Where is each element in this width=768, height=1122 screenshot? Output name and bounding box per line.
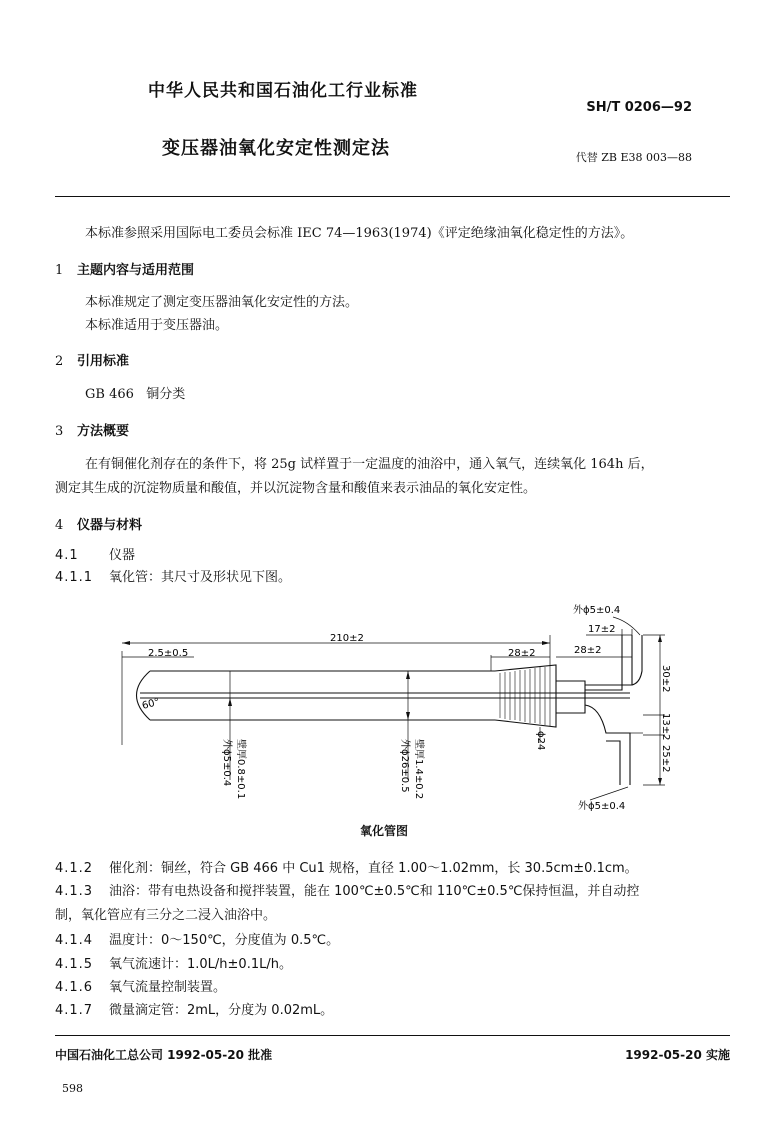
dim-outer-top: 外ϕ5±0.4 <box>573 605 621 616</box>
top-outer-arm <box>632 635 642 685</box>
big-tube-diameter: 外ϕ26±0.5 <box>399 739 410 793</box>
section-4-heading <box>55 514 142 533</box>
dim-28-b: 28±2 <box>574 645 602 656</box>
top-arm-inner <box>585 661 632 690</box>
clause-text: 温度计：0～150℃，分度值为 0.5℃。 <box>109 933 340 948</box>
clause-text: 氧气流量控制装置。 <box>109 980 227 995</box>
clause-4-1-4 <box>55 930 339 951</box>
section-1-para-1: 本标准规定了测定变压器油氧化安定性的方法。 <box>85 295 359 310</box>
bottom-arm <box>585 705 630 785</box>
dim-outer-bottom: 外ϕ5±0.4 <box>578 801 626 812</box>
document-title: 变压器油氧化安定性测定法 <box>162 138 390 159</box>
clause-4-1-6 <box>55 977 226 998</box>
section-number: 1 <box>55 263 64 278</box>
section-2-heading <box>55 350 129 369</box>
dim-30: 30±2 <box>660 665 671 693</box>
reference-code: GB 466 <box>85 387 134 402</box>
clause-number: 4.1.3 <box>55 884 94 899</box>
dim-2-5: 2.5±0.5 <box>148 648 189 659</box>
joint-hatching <box>500 666 550 726</box>
dim-28-a: 28±2 <box>508 648 536 659</box>
clause-text: 催化剂：铜丝，符合 GB 466 中 Cu1 规格，直径 1.00～1.02mm，长 30.5cm±0.1cm。 <box>109 861 638 876</box>
reference-name: 铜分类 <box>146 387 186 402</box>
head-neck <box>556 681 585 713</box>
dim-210: 210±2 <box>330 633 364 644</box>
clause-number: 4.1.4 <box>55 933 94 948</box>
section-3-line-1: 在有铜催化剂存在的条件下，将 25g 试样置于一定温度的油浴中，通入氧气，连续氧化 164h 后， <box>85 457 654 472</box>
clause-text: 油浴：带有电热设备和搅拌装置，能在 100℃±0.5℃和 110℃±0.5℃保持恒温，并自动控 <box>109 884 640 899</box>
tube-outer-wall <box>150 671 495 720</box>
tube-rounded-bottom <box>137 671 151 720</box>
footer-rule <box>55 1035 730 1036</box>
section-1-heading <box>55 259 194 278</box>
dim-13: 13±2 <box>660 713 671 741</box>
section-title: 引用标准 <box>77 354 130 369</box>
dim-17: 17±2 <box>588 624 616 635</box>
clause-4-1-1 <box>55 567 291 588</box>
clause-4-1 <box>55 545 135 566</box>
clause-number: 4.1.2 <box>55 861 94 876</box>
small-tube-wall: 壁厚0.8±0.1 <box>235 739 246 800</box>
section-title: 主题内容与适用范围 <box>77 263 195 278</box>
clause-text: 氧化管：其尺寸及形状见下图。 <box>109 570 292 585</box>
approval-line: 中国石油化工总公司 1992-05-20 批准 <box>55 1048 273 1062</box>
small-tube-diameter: 外ϕ5±0.4 <box>221 739 232 787</box>
figure-caption: 氧化管图 <box>359 824 408 838</box>
dim-angle-60: 60° <box>140 696 161 712</box>
clause-4-1-3-continued <box>55 905 276 926</box>
effective-date: 1992-05-20 实施 <box>625 1048 730 1062</box>
clause-4-1-2 <box>55 858 638 879</box>
section-title: 仪器与材料 <box>77 518 143 533</box>
section-number: 2 <box>55 354 64 369</box>
clause-text: 氧气流速计：1.0L/h±0.1L/h。 <box>109 957 292 972</box>
ground-joint <box>495 665 556 727</box>
oxidation-tube-figure <box>0 595 768 820</box>
dim-phi-24: ϕ24 <box>535 731 546 751</box>
org-title: 中华人民共和国石油化工行业标准 <box>148 81 418 101</box>
replaces-note: 代替 ZB E38 003—88 <box>575 151 692 164</box>
section-title: 方法概要 <box>77 424 130 439</box>
clause-number: 4.1.1 <box>55 570 94 585</box>
dim-25: 25±2 <box>660 745 671 773</box>
clause-number: 4.1 <box>55 548 79 563</box>
section-3-heading <box>55 420 129 439</box>
reference-line <box>85 384 185 405</box>
dimension-arrows <box>122 635 662 785</box>
clause-text: 制，氧化管应有三分之二浸入油浴中。 <box>55 908 277 923</box>
clause-4-1-5 <box>55 954 292 975</box>
clause-text: 微量滴定管：2mL，分度为 0.02mL。 <box>109 1003 334 1018</box>
standard-number: SH/T 0206—92 <box>586 100 692 115</box>
clause-number: 4.1.7 <box>55 1003 94 1018</box>
big-tube-wall: 壁厚1.4±0.2 <box>413 739 424 800</box>
section-3-line-2: 测定其生成的沉淀物质量和酸值，并以沉淀物含量和酸值来表示油品的氧化安定性。 <box>55 481 537 496</box>
clause-number: 4.1.5 <box>55 957 94 972</box>
section-1-para-2: 本标准适用于变压器油。 <box>85 318 229 333</box>
header-rule <box>55 196 730 197</box>
clause-4-1-3 <box>55 881 639 902</box>
clause-4-1-7 <box>55 1000 333 1021</box>
clause-number: 4.1.6 <box>55 980 94 995</box>
clause-text: 仪器 <box>109 548 136 563</box>
section-number: 4 <box>55 518 64 533</box>
page-number: 598 <box>62 1082 83 1095</box>
section-number: 3 <box>55 424 64 439</box>
intro-paragraph: 本标准参照采用国际电工委员会标准 IEC 74—1963(1974)《评定绝缘油氧化稳定性的方法》。 <box>85 226 634 241</box>
